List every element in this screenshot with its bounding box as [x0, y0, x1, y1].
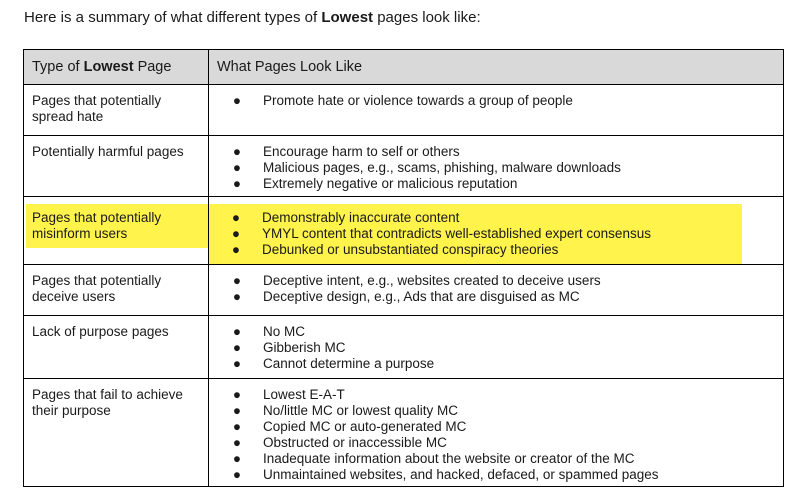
intro-text [24, 8, 481, 28]
bullet-icon: ● [232, 93, 242, 108]
header-what-pages-look-like: What Pages Look Like [209, 50, 784, 85]
table-header-row [24, 50, 784, 85]
table-row [24, 316, 784, 379]
row-looks-lack-of-purpose [209, 316, 784, 379]
table-row [24, 265, 784, 316]
bullet-icon: ● [232, 356, 242, 371]
list-item: ● Deceptive design, e.g., Ads that are disguised as MC [232, 289, 580, 304]
bullet-icon: ● [231, 242, 241, 257]
bullet-icon: ● [232, 419, 242, 434]
bullet-icon: ● [232, 403, 242, 418]
intro-bold: Lowest [321, 9, 374, 26]
list-item: ● Inadequate information about the website or creator of the MC [232, 451, 635, 466]
header-type-of-lowest-page [24, 50, 209, 85]
bullet-icon: ● [232, 451, 242, 466]
list-item: ● Obstructed or inaccessible MC [232, 435, 447, 450]
row-type-fail-purpose: Pages that fail to achieve their purpose [24, 379, 209, 487]
list-item: ● Demonstrably inaccurate content [231, 210, 460, 225]
table-row [24, 136, 784, 197]
list-item: ● Malicious pages, e.g., scams, phishing, malware downloads [232, 160, 621, 175]
list-item: ● Copied MC or auto-generated MC [232, 419, 467, 434]
bullet-icon: ● [232, 289, 242, 304]
row-type-harmful: Potentially harmful pages [24, 136, 209, 197]
list-item: ● Cannot determine a purpose [232, 356, 435, 371]
bullet-icon: ● [232, 144, 242, 159]
table-row [24, 379, 784, 487]
bullet-icon: ● [232, 324, 242, 339]
list-item: ● Lowest E-A-T [232, 387, 345, 402]
bullet-icon: ● [231, 210, 241, 225]
header-col1-prefix: Type of [32, 59, 84, 75]
lowest-pages-summary-table [23, 49, 784, 487]
row-looks-misinform [209, 197, 784, 265]
row-type-misinform [24, 197, 209, 265]
list-item: ● Encourage harm to self or others [232, 144, 460, 159]
table-row [24, 85, 784, 136]
row-type-lack-of-purpose: Lack of purpose pages [24, 316, 209, 379]
row-looks-harmful [209, 136, 784, 197]
highlight-type: Pages that potentially misinform users [26, 204, 208, 248]
bullet-icon: ● [232, 176, 242, 191]
list-item: ● Gibberish MC [232, 340, 346, 355]
list-item: ● Debunked or unsubstantiated conspiracy theories [231, 242, 559, 257]
intro-prefix: Here is a summary of what different types of [24, 9, 322, 26]
list-item: ● Promote hate or violence towards a group of people [232, 93, 573, 108]
bullet-icon: ● [232, 435, 242, 450]
header-col1-suffix: Page [133, 59, 172, 75]
header-col1-bold: Lowest [83, 59, 134, 75]
list-item: ● Extremely negative or malicious reputation [232, 176, 518, 191]
list-item: ● Deceptive intent, e.g., websites created to deceive users [232, 273, 601, 288]
bullet-icon: ● [231, 226, 241, 241]
row-looks-fail-purpose [209, 379, 784, 487]
table-row-highlighted [24, 197, 784, 265]
intro-suffix: pages look like: [373, 9, 481, 26]
highlight-looks [209, 204, 742, 264]
list-item: ● YMYL content that contradicts well-established expert consensus [231, 226, 651, 241]
row-type-deceive: Pages that potentially deceive users [24, 265, 209, 316]
list-item: ● Unmaintained websites, and hacked, defaced, or spammed pages [232, 467, 659, 482]
bullet-icon: ● [232, 340, 242, 355]
row-looks-deceive [209, 265, 784, 316]
bullet-icon: ● [232, 387, 242, 402]
row-type-hate: Pages that potentially spread hate [24, 85, 209, 136]
row-looks-hate [209, 85, 784, 136]
list-item: ● No/little MC or lowest quality MC [232, 403, 459, 418]
bullet-icon: ● [232, 467, 242, 482]
bullet-icon: ● [232, 160, 242, 175]
bullet-icon: ● [232, 273, 242, 288]
list-item: ● No MC [232, 324, 306, 339]
